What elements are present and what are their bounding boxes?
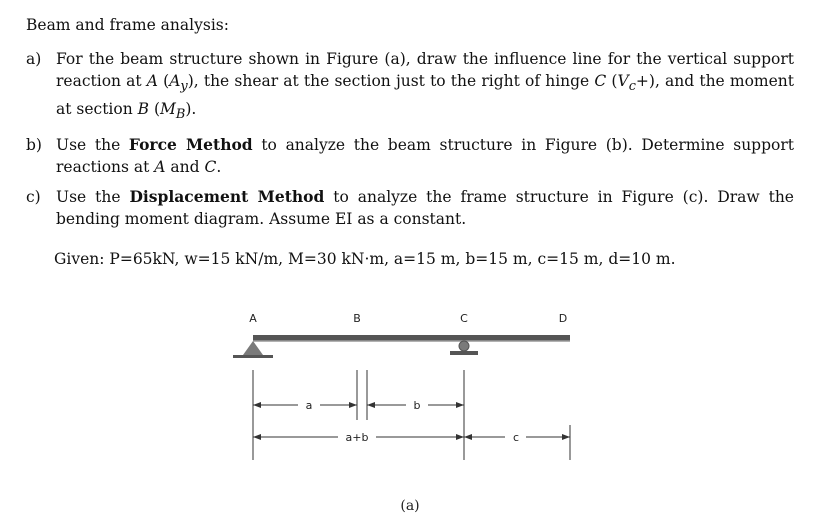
dimension-label-b: b xyxy=(413,399,421,412)
section-title: Beam and frame analysis: xyxy=(26,16,229,34)
question-label: c) xyxy=(26,188,41,206)
beam xyxy=(253,335,570,341)
arrowhead xyxy=(253,434,261,440)
point-label-b: B xyxy=(353,312,361,325)
given-values: Given: P=65kN, w=15 kN/m, M=30 kN·m, a=15 m, b=15 m, c=15 m, d=10 m. xyxy=(54,250,676,268)
beam-figure xyxy=(220,300,600,527)
dimension-label-a: a xyxy=(305,399,313,412)
dimension-label-c: c xyxy=(512,431,520,444)
dimension-label-a-plus-b: a+b xyxy=(345,431,369,444)
ground-c xyxy=(450,351,478,355)
question-label: a) xyxy=(26,50,42,68)
question-label: b) xyxy=(26,136,42,154)
roller-support-c xyxy=(459,341,469,351)
question-text: Use the Displacement Method to analyze the frame structure in Figure (c). Draw the bending moment diagram. Assume EI as a constant. xyxy=(56,187,794,228)
point-label-c: C xyxy=(460,312,468,325)
pin-support-a xyxy=(243,341,263,355)
arrowhead xyxy=(367,402,375,408)
question-text: For the beam structure shown in Figure (a), draw the influence line for the vertical support reaction at A $(A_y)$, the shear at the section just to the right of hinge C $(V_c+)$, and the moment at section B $(M_B)$. xyxy=(56,50,794,123)
arrowhead xyxy=(253,402,261,408)
point-label-d: D xyxy=(558,312,568,325)
arrowhead xyxy=(456,434,464,440)
arrowhead xyxy=(464,434,472,440)
ground-a xyxy=(233,355,273,358)
arrowhead xyxy=(456,402,464,408)
arrowhead xyxy=(562,434,570,440)
point-label-a: A xyxy=(249,312,257,325)
arrowhead xyxy=(349,402,357,408)
figure-caption: (a) xyxy=(400,498,420,514)
question-text: Use the Force Method to analyze the beam structure in Figure (b). Determine support reactions at A and C. xyxy=(56,135,794,176)
